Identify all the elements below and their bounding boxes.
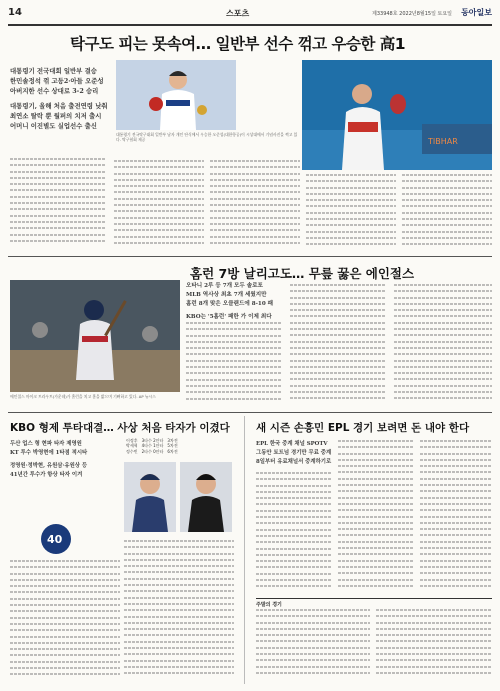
story4-headline: 새 시즌 손흥민 EPL 경기 보려면 돈 내야 한다: [256, 422, 470, 434]
story3-lead: [10, 440, 118, 480]
svg-text:TIBHAR: TIBHAR: [428, 137, 458, 146]
table-tennis-photo-icon: [302, 60, 492, 170]
story1-body-col-1: [10, 158, 106, 252]
table-cell: 3차전: [167, 438, 178, 443]
lead-line: KBO는 '5홈런' 패한 가 이제 최다: [186, 314, 272, 320]
story4-info-box: [256, 598, 492, 683]
page-header: [8, 6, 492, 26]
story2-body-col-1: [186, 322, 282, 406]
story2-headline: 홈런 7방 날리고도… 무릎 꿇은 에인절스: [190, 266, 415, 281]
lead-line: 어머니 이진별도 실업선수 출신: [10, 122, 97, 130]
story3-player2-photo: [180, 462, 232, 532]
story1-lead: [10, 66, 110, 131]
issue-date: 제33948호 2022년8월15일 토요일: [372, 11, 452, 17]
player-portrait-icon: [124, 462, 176, 532]
story1-body-col-3: [210, 160, 300, 252]
story2-body-col-2: [290, 284, 386, 406]
section-divider: [8, 412, 492, 413]
table-row: [124, 449, 180, 454]
lead-line: 오타니 2루 등 7개 모두 솔로포: [186, 283, 263, 289]
newspaper-logo: 동아일보: [461, 7, 492, 17]
info-box-col-1: [256, 609, 370, 681]
lead-line: 두산 업스 형 현파 타자 제영원: [10, 441, 82, 447]
lead-line: KT 투수 박영현에 1타점 적시타: [10, 450, 88, 456]
story1-photo: [116, 60, 236, 130]
lead-line: 아버지한 선수 상대로 3-2 승리: [10, 87, 99, 95]
table-cell: 박세혁: [126, 443, 138, 449]
story3-body-col-2: [124, 540, 234, 682]
table-cell: 3타수 2안타: [141, 438, 164, 443]
page-number: 14: [8, 7, 22, 18]
lead-line: 정영원·정박현, 유원삼·유원상 등: [10, 463, 88, 469]
baseball-photo-icon: [10, 280, 180, 392]
lead-line: 8일부터 유료채널서 중계하기로: [256, 459, 332, 465]
table-cell: 이정후: [126, 438, 138, 443]
lead-line: EPL 한국 중계 채널 SPOTV: [256, 441, 328, 447]
lead-line: 한민솔정석 꺾 고등2·아들 오준성: [10, 77, 104, 85]
story1-body-col-5: [402, 174, 492, 252]
story3-stat-table: [124, 438, 244, 454]
lead-line: 대통령기 전국대회 일반부 결승: [10, 67, 97, 75]
table-cell: 2타수 0안타: [141, 448, 164, 454]
section-divider: [8, 256, 492, 257]
story4-body-col-1: [256, 472, 332, 592]
story3-body-col-1: [10, 560, 120, 682]
lead-line: 홈런 8개 맞은 오클랜드에 8-10 패: [186, 301, 274, 307]
lead-line: MLB 역사상 최초 7개 세웠지만: [186, 292, 267, 298]
story4-body-col-2: [338, 440, 414, 592]
table-cell: 5차전: [167, 443, 178, 449]
story1-body-col-4: [306, 174, 396, 252]
lead-line: 대통령기, 올해 처음 출전연령 낮춰: [10, 102, 108, 110]
story2-photo: [10, 280, 180, 392]
table-cell: 6차전: [167, 448, 178, 454]
table-cell: 정수빈: [126, 448, 138, 454]
story2-photo-caption: 에인절스 마이크 트라우트(가운데)가 홈런을 치고 홈을 밟으며 기뻐하고 있다. AP 뉴시스: [10, 394, 156, 399]
lead-line: 그동안 토트넘 경기만 무료 중계: [256, 450, 332, 456]
story2-body-col-3: [394, 284, 492, 406]
kbo-logo-graphic: [30, 522, 82, 556]
story1-action-photo: [302, 60, 492, 170]
svg-text:40: 40: [47, 533, 63, 546]
player-photo-icon: [116, 60, 236, 130]
section-title: 스포츠: [226, 9, 250, 18]
player-portrait-icon: [180, 462, 232, 532]
anniversary-emblem-icon: [30, 522, 82, 556]
info-box-title: 주말의 경기: [256, 602, 282, 608]
story3-player1-photo: [124, 462, 176, 532]
story1-body-col-2: [114, 160, 204, 252]
table-cell: 4타수 1안타: [141, 443, 164, 449]
story1-headline: 탁구도 피는 못속여… 일반부 선수 꺾고 우승한 高1: [70, 35, 406, 53]
lead-line: 최연소 탈락 뿐 월퍼의 치저 출시: [10, 112, 102, 120]
column-divider: [244, 416, 245, 684]
story2-lead: [186, 282, 296, 322]
story1-photo-caption: 대통령기 전국탁구대회 일반부 남자 개인 단식에서 우승한 오준성(대한항공)이 시상대에서 기념사진을 찍고 있다. 탁구협회 제공: [116, 132, 298, 142]
lead-line: 41년간 투수가 항상 타자 이겨: [10, 472, 83, 478]
story4-body-col-3: [420, 440, 492, 592]
info-box-col-2: [376, 609, 492, 681]
story3-headline: KBO 형제 투타대결… 사상 처음 타자가 이겼다: [10, 422, 230, 434]
